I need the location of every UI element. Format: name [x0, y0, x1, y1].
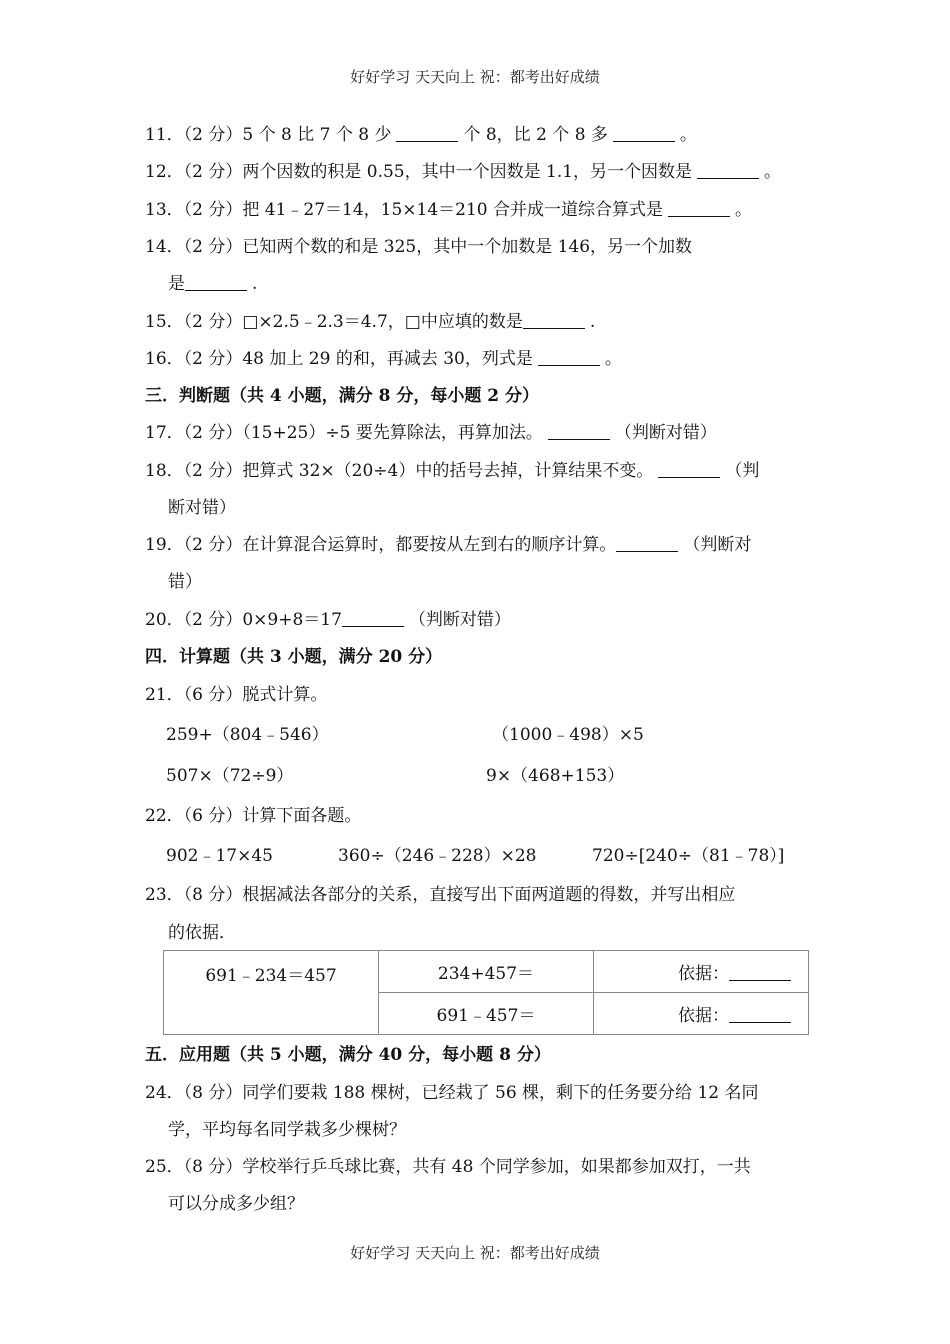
question-23: 23．（8 分）根据减法各部分的关系，直接写出下面两道题的得数，并写出相应 [145, 885, 736, 905]
answer-blank[interactable] [658, 461, 720, 478]
question-15: 15．（2 分）□×2.5﹣2.3＝4.7，□中应填的数是 . [145, 312, 596, 332]
answer-blank[interactable] [729, 1006, 791, 1023]
basis-cell: 依据： [594, 993, 809, 1035]
expression: 9×（468+153） [486, 766, 625, 786]
expression: 902﹣17×45 [166, 846, 273, 866]
basis-cell: 依据： [594, 951, 809, 993]
question-20: 20．（2 分）0×9+8＝17 （判断对错） [145, 610, 511, 630]
question-24-cont: 学，平均每名同学栽多少棵树？ [168, 1120, 406, 1140]
expression: 360÷（246﹣228）×28 [338, 846, 537, 866]
question-21: 21．（6 分）脱式计算。 [145, 685, 328, 705]
question-16: 16．（2 分）48 加上 29 的和，再减去 30，列式是 。 [145, 349, 622, 369]
section-3-heading: 三．判断题（共 4 小题，满分 8 分，每小题 2 分） [145, 386, 539, 406]
answer-blank[interactable] [668, 200, 730, 217]
page-header: 好好学习 天天向上 祝：都考出好成绩 [350, 68, 600, 86]
answer-blank[interactable] [548, 423, 610, 440]
expression: （1000﹣498）×5 [492, 725, 644, 745]
answer-blank[interactable] [613, 125, 675, 142]
given-equation: 691﹣234＝457 [164, 951, 379, 1035]
answer-blank[interactable] [523, 312, 585, 329]
question-19: 19．（2 分）在计算混合运算时，都要按从左到右的顺序计算。 （判断对 [145, 535, 752, 555]
question-13: 13．（2 分）把 41﹣27＝14，15×14＝210 合并成一道综合算式是 。 [145, 200, 753, 220]
subtraction-relation-table [163, 950, 809, 1035]
expression: 507×（72÷9） [166, 766, 294, 786]
question-19-cont: 错） [168, 572, 202, 592]
page-footer: 好好学习 天天向上 祝：都考出好成绩 [350, 1244, 600, 1262]
question-17: 17．（2 分）（15+25）÷5 要先算除法，再算加法。 （判断对错） [145, 423, 717, 443]
answer-blank[interactable] [538, 349, 600, 366]
question-22: 22．（6 分）计算下面各题。 [145, 806, 362, 826]
question-14: 14．（2 分）已知两个数的和是 325，其中一个加数是 146，另一个加数 [145, 237, 693, 257]
answer-blank[interactable] [616, 535, 678, 552]
expression: 259+（804﹣546） [166, 725, 329, 745]
equation-cell: 234+457＝ [379, 951, 594, 993]
question-25: 25．（8 分）学校举行乒乓球比赛，共有 48 个同学参加，如果都参加双打，一共 [145, 1157, 751, 1177]
question-18: 18．（2 分）把算式 32×（20÷4）中的括号去掉，计算结果不变。 （判 [145, 461, 760, 481]
answer-blank[interactable] [729, 964, 791, 981]
section-5-heading: 五．应用题（共 5 小题，满分 40 分，每小题 8 分） [145, 1045, 551, 1065]
expression: 720÷[240÷（81﹣78）] [592, 846, 785, 866]
question-14-cont: 是 . [168, 274, 258, 294]
answer-blank[interactable] [697, 162, 759, 179]
question-12: 12．（2 分）两个因数的积是 0.55，其中一个因数是 1.1，另一个因数是 。 [145, 162, 782, 182]
question-11: 11．（2 分）5 个 8 比 7 个 8 少 个 8，比 2 个 8 多 。 [145, 125, 697, 145]
equation-cell: 691﹣457＝ [379, 993, 594, 1035]
question-23-cont: 的依据． [168, 923, 236, 943]
answer-blank[interactable] [185, 274, 247, 291]
question-25-cont: 可以分成多少组？ [168, 1194, 304, 1214]
section-4-heading: 四．计算题（共 3 小题，满分 20 分） [145, 647, 443, 667]
answer-blank[interactable] [396, 125, 458, 142]
question-24: 24．（8 分）同学们要栽 188 棵树，已经栽了 56 棵，剩下的任务要分给 12 名同 [145, 1083, 759, 1103]
question-18-cont: 断对错） [168, 498, 236, 518]
answer-blank[interactable] [342, 610, 404, 627]
